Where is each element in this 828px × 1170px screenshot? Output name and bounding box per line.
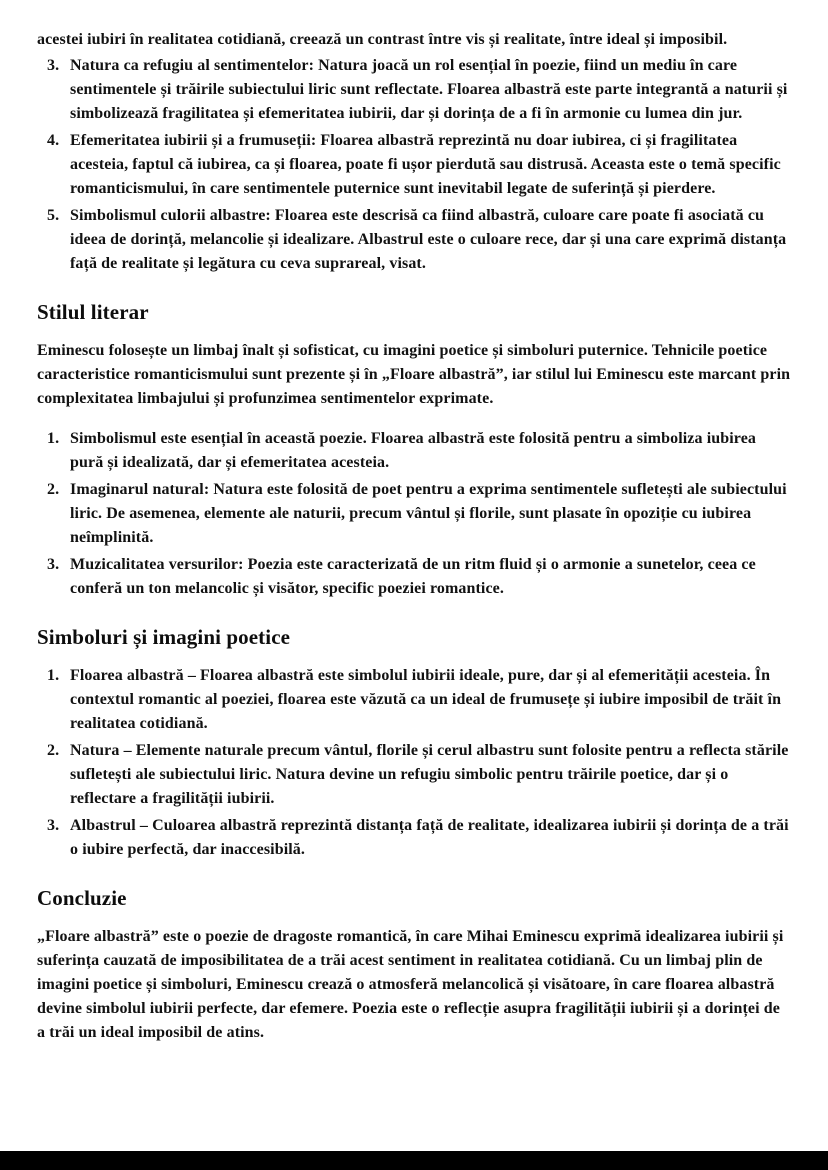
style-list-item-1: [37, 427, 792, 475]
list-item-text: Imaginarul natural: Natura este folosită de poet pentru a exprima sentimentele sufletești ale subiectului liric. De asemenea, elemente ale naturii, precum vântul și florile, sunt plasate în opoziție cu iubirea neîmplinită.: [70, 481, 787, 546]
section-heading-concluzie: Concluzie: [37, 886, 127, 910]
list-item-text: Muzicalitatea versurilor: Poezia este caracterizată de un ritm fluid și o armonie a sunetelor, ceea ce conferă un ton melancolic și visător, specific poeziei romantice.: [70, 556, 756, 597]
list-item-number: 3.: [47, 57, 60, 74]
list-item-text: Simbolismul culorii albastre: Floarea este descrisă ca fiind albastră, culoare care poate fi asociată cu ideea de dorință, melancolie și idealizare. Albastrul este o culoare rece, dar și una care exprimă distanța față de realitate și legătura cu ceva suprareal, visat.: [70, 207, 787, 272]
list-item-number: 1.: [47, 430, 60, 447]
symbols-list-item-3: [37, 814, 792, 862]
themes-list-item-3: [37, 54, 792, 126]
themes-list: [37, 54, 792, 276]
list-item-text: Floarea albastră – Floarea albastră este simbolul iubirii ideale, pure, dar și al efemerității acesteia. În contextul romantic al poeziei, floarea este văzută ca un ideal de frumusețe și iubire imposibil de trăit în realitatea cotidiană.: [70, 667, 782, 732]
themes-list-item-5: [37, 204, 792, 276]
symbols-list-item-2: [37, 739, 792, 811]
list-item-text: Simbolismul este esențial în această poezie. Floarea albastră este folosită pentru a simboliza iubirea pură și idealizată, dar și efemeritatea acesteia.: [70, 430, 756, 471]
list-item-number: 3.: [47, 817, 60, 834]
section-heading-stilul-literar: Stilul literar: [37, 300, 149, 324]
style-list: [37, 427, 792, 601]
themes-list-item-4: [37, 129, 792, 201]
style-list-item-3: [37, 553, 792, 601]
list-item-number: 4.: [47, 132, 60, 149]
list-item-text: Natura ca refugiu al sentimentelor: Natura joacă un rol esențial în poezie, fiind un mediu în care sentimentele și trăirile subiectului liric sunt reflectate. Floarea albastră este parte integrantă a naturii și simbolizează fragilitatea și efemeritatea iubirii, dar și dorința de a fi în armonie cu lumea din jur.: [70, 57, 788, 122]
conclusion-paragraph: „Floare albastră” este o poezie de dragoste romantică, în care Mihai Eminescu exprimă idealizarea iubirii și suferința cauzată de imposibilitatea de a trăi acest sentiment in realitatea cotidiană. Cu un limbaj plin de imagini poetice și simboluri, Eminescu crează o atmosferă melancolică și visătoare, în care floarea albastră devine simbolul iubirii perfecte, dar efemere. Poezia este o reflecție asupra fragilității iubirii și a dorinței de a trăi un ideal imposibil de atins.: [37, 928, 784, 1041]
style-list-item-2: [37, 478, 792, 550]
list-item-number: 2.: [47, 742, 60, 759]
bottom-bar: [0, 1151, 828, 1170]
list-item-text: Natura – Elemente naturale precum vântul, florile și cerul albastru sunt folosite pentru a reflecta stările sufletești ale subiectului liric. Natura devine un refugiu simbolic pentru trăirile poetice, dar și o reflectare a fragilității iubirii.: [70, 742, 789, 807]
section-heading-simboluri: Simboluri și imagini poetice: [37, 625, 291, 649]
list-item-number: 1.: [47, 667, 60, 684]
style-section-paragraph: Eminescu folosește un limbaj înalt și sofisticat, cu imagini poetice și simboluri puternice. Tehnicile poetice caracteristice romanticismului sunt prezente și în „Floare albastră”, iar stilul lui Eminescu este marcant prin complexitatea limbajului și profunzimea sentimentelor exprimate.: [37, 342, 791, 407]
paragraph-continuation: acestei iubiri în realitatea cotidiană, creează un contrast între vis și realitate, între ideal și imposibil.: [37, 31, 728, 48]
list-item-number: 3.: [47, 556, 60, 573]
list-item-number: 2.: [47, 481, 60, 498]
symbols-list-item-1: [37, 664, 792, 736]
list-item-text: Efemeritatea iubirii și a frumuseții: Floarea albastră reprezintă nu doar iubirea, ci și fragilitatea acesteia, faptul că iubirea, ca și floarea, poate fi ușor pierdută sau distrusă. Aceasta este o temă specific romanticismului, în care sentimentele puternice sunt inevitabil legate de suferință și pierdere.: [70, 132, 781, 197]
symbols-list: [37, 664, 792, 862]
list-item-text: Albastrul – Culoarea albastră reprezintă distanța față de realitate, idealizarea iubirii și dorința de a trăi o iubire perfectă, dar inaccesibilă.: [70, 817, 789, 858]
list-item-number: 5.: [47, 207, 60, 224]
